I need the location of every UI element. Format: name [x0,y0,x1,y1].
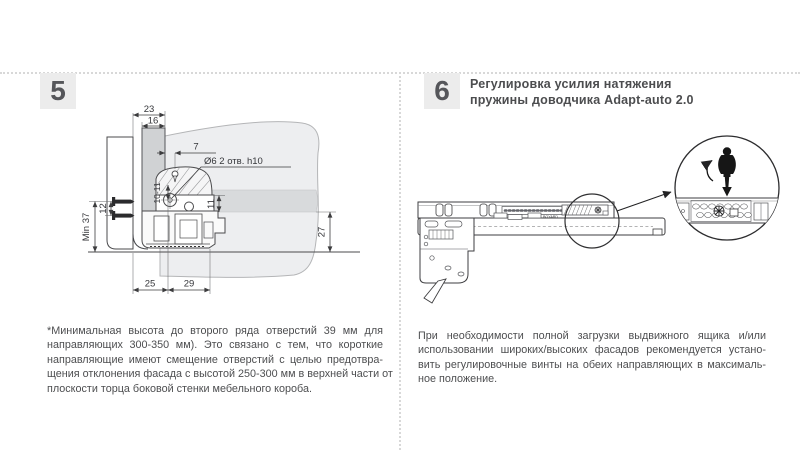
magnified-rail-section [675,198,782,223]
rail-end-tab [653,229,662,235]
step-6-number-badge [424,73,460,109]
note-line: щения отклонения фасада с высотой 250-300 мм в верхней части от [47,368,393,381]
dim-7-label: 7 [193,141,199,153]
detail-leader-arrow [617,192,671,211]
note-line: направляющих 300-350 мм). Это связано с тем, что короткие [47,339,383,352]
adjustment-screw-small [595,207,602,214]
dim-11-label: 11 [206,199,217,209]
dim-12-label: 12 [98,203,109,214]
step-5-number: 5 [50,75,66,106]
rear-bracket [420,218,474,303]
title-line: пружины доводчика Adapt-auto 2.0 [470,93,694,107]
body-line: использовании широких/высоких фасадов рекомендуется устано- [418,344,766,357]
step-5-footnote [47,324,393,396]
body-line: ное положение. [418,373,498,386]
hole-callout-label: Ø6 2 отв. h10 [204,156,263,167]
note-line: плоскости торца боковой стенки мебельного короба. [47,382,312,395]
note-line: *Минимальная высота до второго ряда отверстий 39 мм для [47,325,383,337]
note-line: направляющие имеют смещение отверстий с целью предотвра- [47,353,383,366]
second-hole [185,202,194,211]
step-6-number: 6 [434,75,450,106]
title-line: Регулировка усилия натяжения [470,77,672,91]
dim-29-label: 29 [183,278,195,290]
cross-section-diagram [58,103,370,315]
bracket-hump [156,167,212,195]
slide-profile-assembly [142,211,225,248]
dim-27-label: 27 [316,226,328,238]
brand-logo: BOYARD [543,215,558,219]
dim-10-11-label: 10-11 [152,182,162,204]
body-line: При необходимости полной загрузки выдвижного ящика и/или [418,330,766,342]
dim-25-label: 25 [144,278,156,290]
dim-min37-label: Min 37 [81,212,92,242]
slide-adjustment-diagram [410,128,790,310]
body-line: вить регулировочные винты на обеих направляющих в максималь- [418,358,766,371]
side-board [107,137,133,249]
step-6-title [470,76,770,108]
dim-23-label: 23 [143,104,155,115]
dim-16-label: 16 [147,115,159,127]
center-dotted-divider [399,72,401,450]
step-6-body [418,329,766,387]
